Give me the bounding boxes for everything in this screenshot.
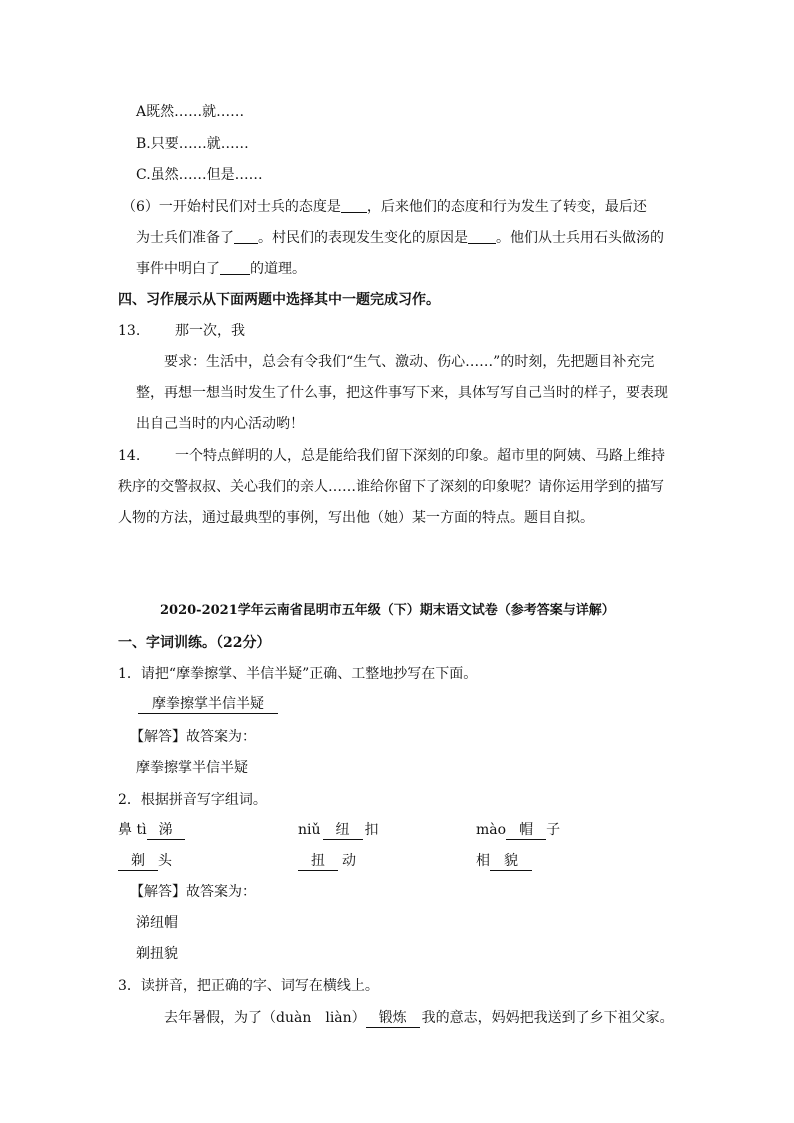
q12-6-text-f: 事件中明白了 bbox=[136, 261, 220, 277]
option-c: C.虽然……但是…… bbox=[136, 167, 263, 183]
q2-answer-line1: 涕纽帽 bbox=[136, 915, 178, 931]
pinyin-fill: 剃 bbox=[118, 852, 158, 871]
q13-title: 那一次，我 bbox=[175, 323, 245, 339]
pinyin-suffix: 头 bbox=[158, 853, 172, 869]
pinyin-prefix: mào bbox=[476, 822, 507, 838]
q1-prompt: 1．请把“摩拳擦掌、半信半疑”正确、工整地抄写在下面。 bbox=[118, 666, 478, 682]
q2-row1-item1 bbox=[118, 820, 185, 840]
pinyin-prefix: 鼻 tì bbox=[118, 822, 147, 838]
pinyin-fill: 帽 bbox=[506, 821, 546, 840]
q12-6-text-e: 。他们从士兵用石头做汤的 bbox=[496, 230, 664, 246]
q2-row2-item2 bbox=[298, 851, 356, 871]
pinyin-fill: 纽 bbox=[323, 821, 363, 840]
q12-6-text-d: 。村民们的表现发生变化的原因是 bbox=[258, 230, 468, 246]
q12-6-text-a: （6）一开始村民们对士兵的态度是 bbox=[122, 199, 341, 215]
q2-row2-item1 bbox=[118, 851, 172, 871]
q14-line1: 一个特点鲜明的人，总是能给我们留下深刻的印象。超市里的阿姨、马路上维持 bbox=[175, 448, 665, 464]
q2-prompt: 2．根据拼音写字组词。 bbox=[118, 792, 267, 808]
q13-req-line1: 要求：生活中，总会有令我们“生气、激动、伤心……”的时刻，先把题目补充完 bbox=[164, 354, 655, 370]
q2-row1-item2 bbox=[298, 820, 379, 840]
section4-title: 四、习作展示从下面两题中选择其中一题完成习作。 bbox=[118, 292, 440, 308]
answer-blank[interactable] bbox=[341, 198, 367, 213]
q14-number: 14. bbox=[118, 448, 141, 464]
pinyin-suffix: 子 bbox=[546, 822, 561, 838]
pinyin-fill: 涕 bbox=[147, 821, 185, 840]
q12-6-line2 bbox=[136, 228, 664, 248]
q12-6-text-b: ，后来他们的态度和行为发生了转变，最后还 bbox=[366, 199, 647, 215]
q3-prompt: 3．读拼音，把正确的字、词写在横线上。 bbox=[118, 978, 379, 994]
q2-row2-item3 bbox=[476, 851, 532, 871]
q2-answer-line2: 剃扭貌 bbox=[136, 946, 178, 962]
q2-answer-label: 【解答】故答案为： bbox=[130, 884, 256, 900]
pinyin-fill: 扭 bbox=[298, 852, 338, 871]
pinyin-prefix: 相 bbox=[476, 853, 490, 869]
q12-6-text-g: 的道理。 bbox=[250, 261, 306, 277]
q1-answer-label: 【解答】故答案为： bbox=[130, 729, 256, 745]
q14-line2: 秩序的交警叔叔、关心我们的亲人……谁给你留下了深刻的印象呢？请你运用学到的描写 bbox=[118, 479, 664, 495]
q2-row1-item3 bbox=[476, 820, 560, 840]
answer-blank[interactable] bbox=[234, 229, 258, 244]
q1-filled-answer bbox=[138, 694, 278, 714]
q3-sentence bbox=[164, 1008, 674, 1028]
pinyin-suffix: 动 bbox=[342, 853, 356, 869]
pinyin-prefix: niǔ bbox=[298, 822, 321, 838]
q12-6-line3 bbox=[136, 259, 306, 279]
q3-sentence-start: 去年暑假，为了（duàn liàn） bbox=[164, 1010, 366, 1026]
q12-6-text-c: 为士兵们准备了 bbox=[136, 230, 234, 246]
q12-6-line1 bbox=[122, 197, 647, 217]
q14-line3: 人物的方法，通过最典型的事例，写出他（她）某一方面的特点。题目自拟。 bbox=[118, 510, 594, 526]
q13-req-line2: 整，再想一想当时发生了什么事，把这件事写下来，具体写写自己当时的样子，要表现 bbox=[136, 385, 668, 401]
option-a: A既然……就…… bbox=[136, 104, 245, 120]
q13-req-line3: 出自己当时的内心活动哟！ bbox=[136, 416, 304, 432]
answer-key-title: 2020-2021学年云南省昆明市五年级（下）期末语文试卷（参考答案与详解） bbox=[160, 603, 615, 618]
answer-blank[interactable] bbox=[468, 229, 496, 244]
pinyin-suffix: 扣 bbox=[364, 822, 379, 838]
q3-fill: 锻炼 bbox=[366, 1009, 420, 1028]
option-b: B.只要……就…… bbox=[136, 136, 249, 152]
q1-answer: 摩拳擦掌半信半疑 bbox=[136, 760, 248, 776]
q1-fill: 摩拳擦掌半信半疑 bbox=[138, 695, 278, 714]
section1-title: 一、字词训练。（22分） bbox=[118, 635, 271, 651]
q13-number: 13. bbox=[118, 323, 141, 339]
q3-sentence-end: 我的意志，妈妈把我送到了乡下祖父家。 bbox=[421, 1010, 674, 1026]
pinyin-fill: 貌 bbox=[490, 852, 532, 871]
answer-blank[interactable] bbox=[220, 260, 250, 275]
